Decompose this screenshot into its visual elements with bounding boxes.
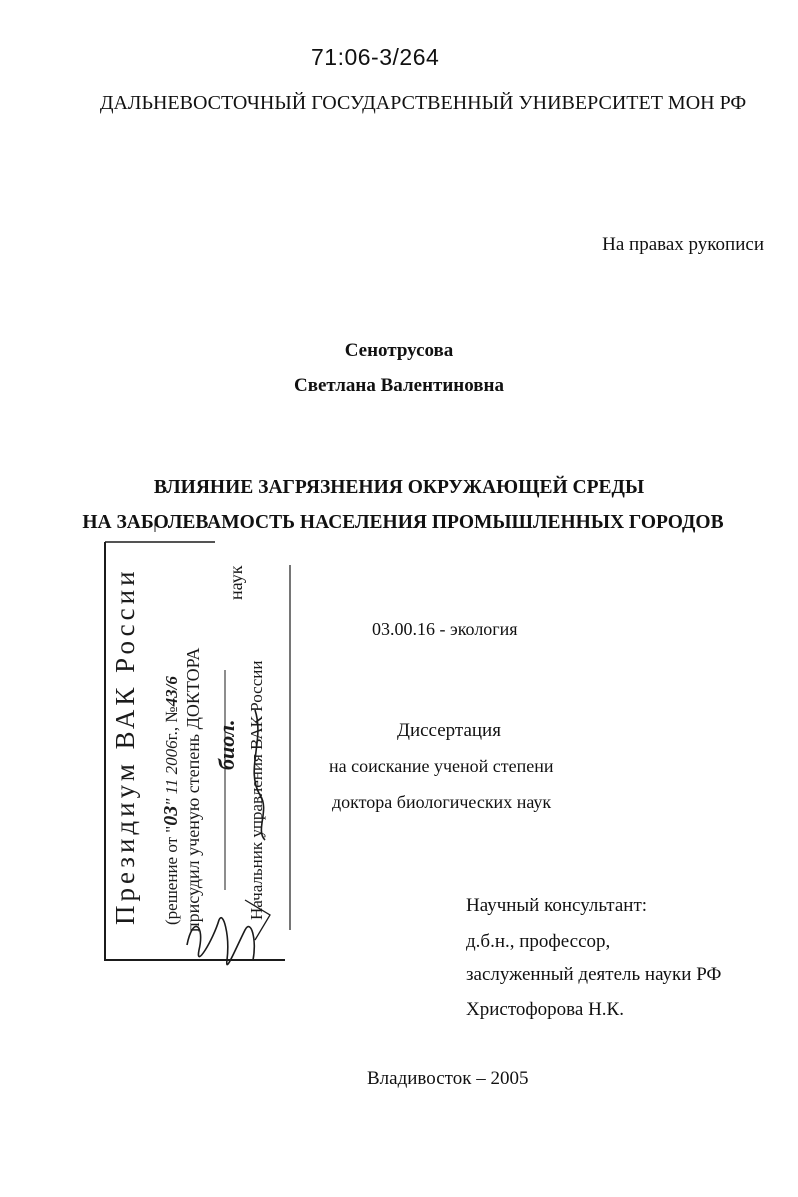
stamp-decision-day: 03: [160, 805, 182, 826]
stamp-award-text: присудил ученую степень ДОКТОРА: [183, 647, 203, 932]
rights-note: На правах рукописи: [602, 234, 764, 255]
stamp-title: Президиум ВАК России: [110, 567, 140, 925]
stamp-decision-number-prefix: г., №: [162, 706, 181, 741]
dissertation-type: Диссертация: [397, 720, 501, 741]
author-given-names: Светлана Валентиновна: [294, 375, 504, 396]
stamp-field-handwritten: биол.: [214, 719, 239, 770]
stamp-chief-text: Начальник управления ВАК России: [247, 660, 266, 920]
specialty-code: 03.00.16 - экология: [372, 619, 518, 639]
consultant-name: Христофорова Н.К.: [466, 999, 624, 1020]
dissertation-title-line2: НА ЗАБОЛЕВАМОСТЬ НАСЕЛЕНИЯ ПРОМЫШЛЕННЫХ ГОРОДОВ: [82, 512, 724, 533]
stamp-decision-prefix: (решение от ": [162, 825, 181, 925]
stamp-decision-year-suffix: 6: [162, 740, 181, 749]
stamp-field-suffix: наук: [226, 565, 246, 600]
dissertation-degree: доктора биологических наук: [332, 792, 552, 812]
author-surname: Сенотрусова: [344, 340, 454, 361]
catalog-code: 71:06-3/264: [311, 44, 440, 70]
university-name: ДАЛЬНЕВОСТОЧНЫЙ ГОСУДАРСТВЕННЫЙ УНИВЕРСИТЕТ МОН РФ: [99, 92, 747, 114]
consultant-label: Научный консультант:: [466, 895, 648, 916]
dissertation-title-line1: ВЛИЯНИЕ ЗАГРЯЗНЕНИЯ ОКРУЖАЮЩЕЙ СРЕДЫ: [153, 477, 645, 498]
consultant-degree: д.б.н., профессор,: [466, 931, 611, 952]
city-year: Владивосток – 2005: [367, 1068, 529, 1089]
consultant-honor: заслуженный деятель науки РФ: [466, 964, 722, 985]
dissertation-purpose: на соискание ученой степени: [329, 756, 554, 776]
stamp-decision-mid: " 11 200: [162, 748, 181, 806]
stamp-decision-number: 43/6: [162, 676, 181, 707]
stamp-decision: [160, 676, 183, 925]
